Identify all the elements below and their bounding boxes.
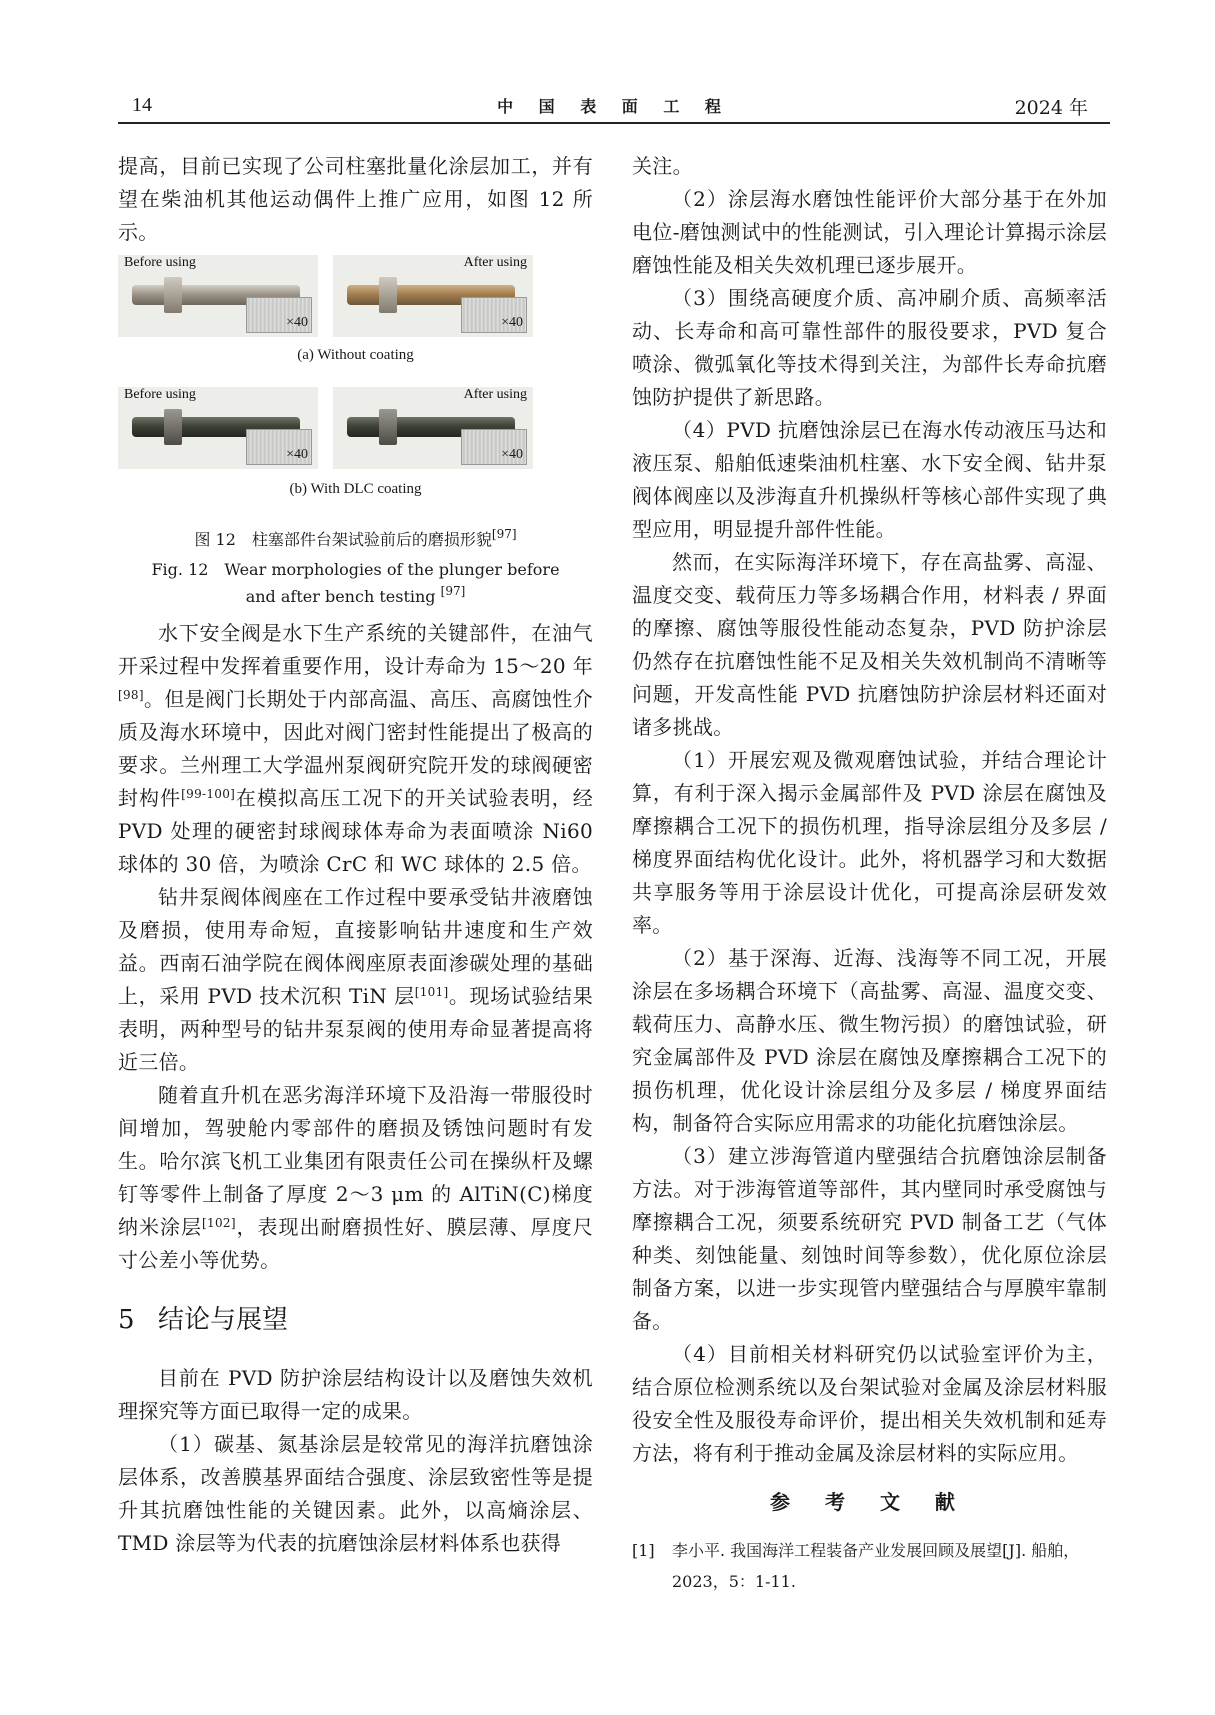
citation: [98] bbox=[118, 688, 144, 702]
right-column bbox=[632, 150, 1107, 1597]
magnification-label: ×40 bbox=[286, 447, 308, 462]
text-segment: 随着直升机在恶劣海洋环境下及沿海一带服役时间增加，驾驶舱内零部件的磨损及锈蚀问题时有发生。哈尔滨飞机工业集团有限责任公司在操纵杆及螺钉等零件上制备了厚度 2～3 μm 的 AlTiN(C)梯度纳米涂层 bbox=[118, 1083, 593, 1239]
caption-en-text: and after bench testing bbox=[245, 587, 436, 606]
micrograph-inset bbox=[246, 297, 312, 333]
paragraph-point-1: （1）碳基、氮基涂层是较常见的海洋抗磨蚀涂层体系，改善膜基界面结合强度、涂层致密性等是提升其抗磨蚀性能的关键因素。此外，以高熵涂层、TMD 涂层等为代表的抗磨蚀涂层材料体系也获得 bbox=[118, 1432, 593, 1555]
section-title: 结论与展望 bbox=[158, 1305, 289, 1335]
micrograph-inset bbox=[461, 297, 527, 333]
paragraph-point-2: （2）涂层海水磨蚀性能评价大部分基于在外加电位-磨蚀测试中的性能测试，引入理论计算揭示涂层磨蚀性能及相关失效机理已逐步展开。 bbox=[632, 187, 1107, 277]
paragraph-outlook-2: （2）基于深海、近海、浅海等不同工况，开展涂层在多场耦合环境下（高盐雾、高湿、温度交变、载荷压力、高静水压、微生物污损）的磨蚀试验，研究金属部件及 PVD 涂层在腐蚀及摩擦耦合工况下的损伤机理，优化设计涂层组分及多层 / 梯度界面结构，制备符合实际应用需求的功能化抗磨蚀涂层。 bbox=[632, 946, 1107, 1135]
journal-title: 中 国 表 面 工 程 bbox=[497, 97, 731, 116]
paragraph-continued: 提高，目前已实现了公司柱塞批量化涂层加工，并有望在柴油机其他运动偶件上推广应用，如图 12 所示。 bbox=[118, 154, 593, 244]
text-segment: 在模拟高压工况下的开关试验表明，经 PVD 处理的硬密封球阀球体寿命为表面喷涂 Ni60 球体的 30 倍，为喷涂 CrC 和 WC 球体的 2.5 倍。 bbox=[118, 786, 593, 876]
left-column bbox=[118, 150, 593, 1560]
citation: [97] bbox=[491, 527, 517, 541]
magnification-label: ×40 bbox=[501, 315, 523, 330]
figure-caption-cn bbox=[118, 527, 593, 550]
paragraph-challenges: 然而，在实际海洋环境下，存在高盐雾、高湿、温度交变、载荷压力等多场耦合作用，材料表 / 界面的摩擦、腐蚀等服役性能动态复杂，PVD 防护涂层仍然存在抗磨蚀性能不足及相关失效机制尚不清晰等问题，开发高性能 PVD 抗磨蚀防护涂层材料还面对诸多挑战。 bbox=[632, 550, 1107, 739]
figure-caption-en-line1: Fig. 12 Wear morphologies of the plunger before bbox=[151, 560, 560, 579]
figure-caption-en-line2 bbox=[118, 584, 593, 606]
photo-b-after bbox=[333, 387, 533, 469]
plunger-collar bbox=[379, 409, 397, 445]
paragraph-summary: 目前在 PVD 防护涂层结构设计以及磨蚀失效机理探究等方面已取得一定的成果。 bbox=[118, 1366, 593, 1423]
paragraph-pump-valve bbox=[118, 881, 593, 1079]
text-segment: 水下安全阀是水下生产系统的关键部件，在油气开采过程中发挥着重要作用，设计寿命为 15～20 年 bbox=[118, 621, 593, 678]
label-after-b: After using bbox=[463, 387, 527, 402]
photo-a-after bbox=[333, 255, 533, 337]
reference-index: [1] bbox=[632, 1541, 655, 1560]
plunger-collar bbox=[164, 409, 182, 445]
photo-a-before bbox=[118, 255, 318, 337]
micrograph-inset bbox=[246, 429, 312, 465]
text-segment: 钻井泵阀体阀座在工作过程中要承受钻井液磨蚀及磨损，使用寿命短，直接影响钻井速度和生产效益。西南石油学院在阀体阀座原表面渗碳处理的基础上，采用 PVD 技术沉积 TiN 层 bbox=[118, 885, 593, 1008]
paragraph-outlook-3: （3）建立涉海管道内壁强结合抗磨蚀涂层制备方法。对于涉海管道等部件，其内壁同时承受腐蚀与摩擦耦合工况，须要系统研究 PVD 制备工艺（气体种类、刻蚀能量、刻蚀时间等参数），优化原位涂层制备方案，以进一步实现管内壁强结合与厚膜牢靠制备。 bbox=[632, 1144, 1107, 1333]
page-number: 14 bbox=[132, 94, 152, 116]
section-heading bbox=[118, 1299, 593, 1336]
text-segment: 。但是阀门长期处于内部高温、高压、高腐蚀性介质及海水环境中，因此对阀门密封性能提出了极高的要求。兰州理工大学温州泵阀研究院开发的球阀硬密封构件 bbox=[118, 687, 593, 810]
references-heading: 参 考 文 献 bbox=[770, 1490, 969, 1514]
paragraph-point-4: （4）PVD 抗磨蚀涂层已在海水传动液压马达和液压泵、船舶低速柴油机柱塞、水下安全阀、钻井泵阀体阀座以及涉海直升机操纵杆等核心部件实现了典型应用，明显提升部件性能。 bbox=[632, 418, 1107, 541]
label-before-b: Before using bbox=[124, 387, 196, 402]
caption-cn-text: 图 12 柱塞部件台架试验前后的磨损形貌 bbox=[194, 530, 492, 549]
micrograph-inset bbox=[461, 429, 527, 465]
citation: [101] bbox=[414, 985, 449, 999]
magnification-label: ×40 bbox=[286, 315, 308, 330]
reference-text: 李小平. 我国海洋工程装备产业发展回顾及展望[J]. 船舶，2023，5：1-11. bbox=[672, 1541, 1080, 1591]
citation: [97] bbox=[440, 584, 466, 598]
text-segment: ，表现出耐磨损性好、膜层薄、厚度尺寸公差小等优势。 bbox=[118, 1215, 593, 1272]
label-before-a: Before using bbox=[124, 255, 196, 270]
figure-12 bbox=[118, 255, 593, 693]
issue-year: 2024 年 bbox=[1014, 97, 1088, 119]
plunger-collar bbox=[379, 277, 397, 313]
paragraph-helicopter bbox=[118, 1079, 593, 1277]
reference-item bbox=[632, 1535, 1107, 1597]
photo-b-before bbox=[118, 387, 318, 469]
label-after-a: After using bbox=[463, 255, 527, 270]
plunger-collar bbox=[164, 277, 182, 313]
citation: [102] bbox=[202, 1216, 236, 1230]
paragraph-outlook-4: （4）目前相关材料研究仍以试验室评价为主，结合原位检测系统以及台架试验对金属及涂层材料服役安全性及服役寿命评价，提出相关失效机制和延寿方法，将有利于推动金属及涂层材料的实际应用。 bbox=[632, 1342, 1107, 1465]
subcaption-a: (a) Without coating bbox=[297, 347, 414, 363]
subcaption-b: (b) With DLC coating bbox=[289, 481, 422, 497]
paragraph-outlook-1: （1）开展宏观及微观磨蚀试验，并结合理论计算，有利于深入揭示金属部件及 PVD 涂层在腐蚀及摩擦耦合工况下的损伤机理，指导涂层组分及多层 / 梯度界面结构优化设计。此外，将机器学习和大数据共享服务等用于涂层设计优化，可提高涂层研发效率。 bbox=[632, 748, 1107, 937]
running-header bbox=[118, 92, 1110, 124]
paragraph-point-3: （3）围绕高硬度介质、高冲刷介质、高频率活动、长寿命和高可靠性部件的服役要求，PVD 复合喷涂、微弧氧化等技术得到关注，为部件长寿命抗磨蚀防护提供了新思路。 bbox=[632, 286, 1107, 409]
magnification-label: ×40 bbox=[501, 447, 523, 462]
citation: [99-100] bbox=[181, 787, 236, 801]
text-segment: 。现场试验结果表明，两种型号的钻井泵泵阀的使用寿命显著提高将近三倍。 bbox=[118, 984, 593, 1074]
section-number: 5 bbox=[118, 1305, 135, 1335]
paragraph-continued: 关注。 bbox=[632, 154, 693, 178]
